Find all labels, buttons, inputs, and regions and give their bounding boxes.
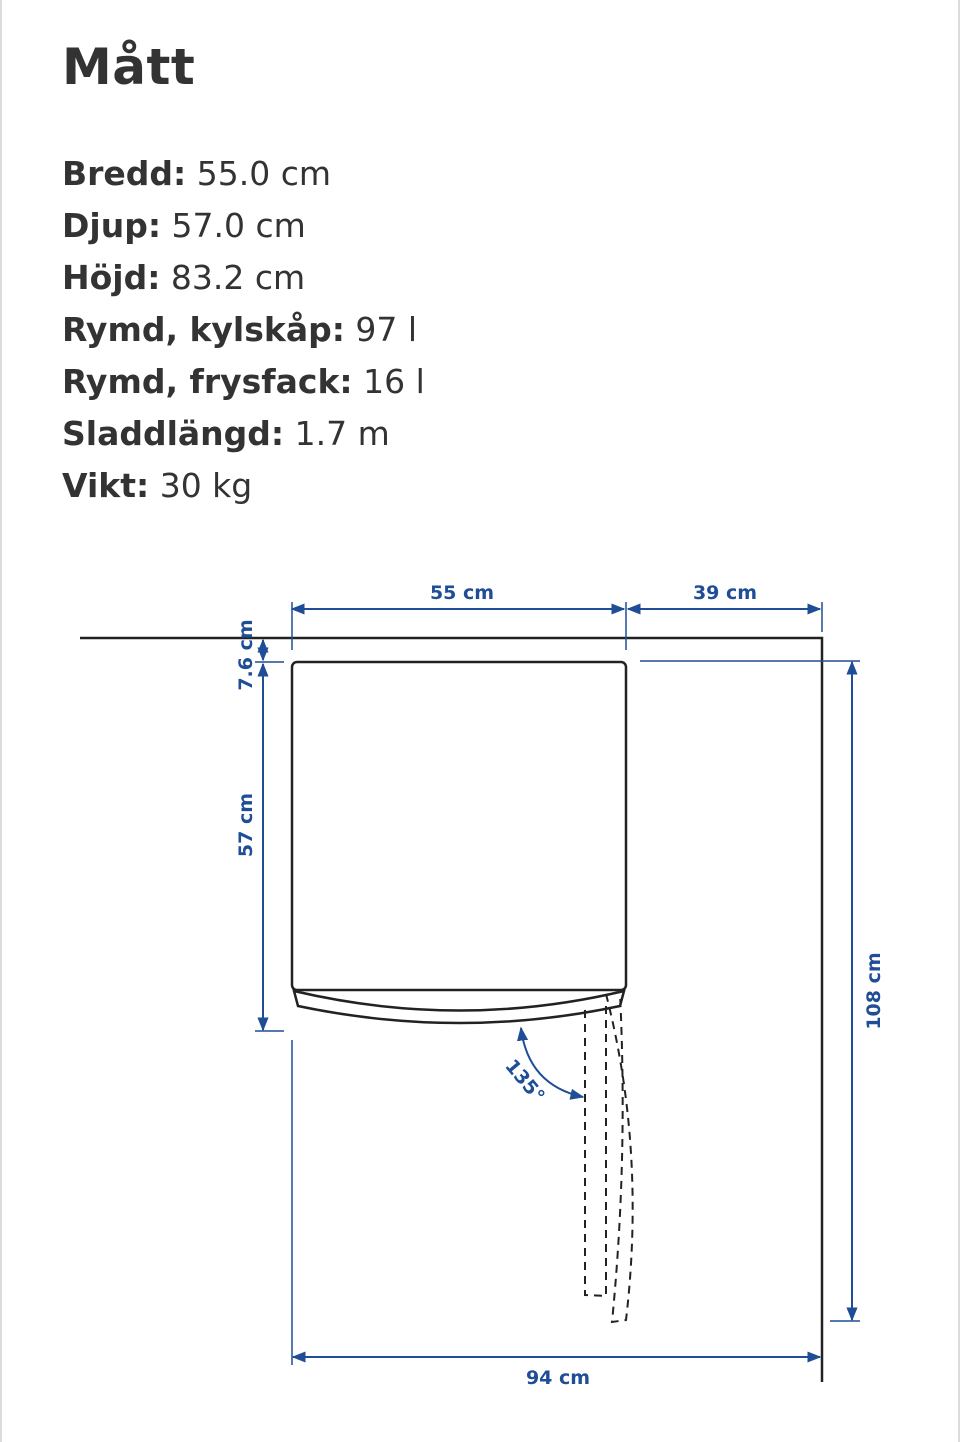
fridge-door-open-inner [585,1005,606,1296]
spec-list [62,148,425,512]
fridge-door-closed [294,991,624,1023]
spec-value: 57.0 cm [171,206,306,245]
spec-label: Höjd: [62,258,161,297]
dimension-diagram [0,560,960,1410]
spec-label: Rymd, frysfack: [62,362,353,401]
spec-row-height [62,252,425,304]
depth-label: 57 cm [235,792,257,858]
page-title: Mått [62,38,196,96]
spec-value: 30 kg [159,466,253,505]
total-depth-label: 108 cm [863,952,885,1030]
fridge-body [292,662,626,990]
spec-label: Bredd: [62,154,187,193]
spec-value: 97 l [355,310,418,349]
spec-row-freezer-volume [62,356,425,408]
spec-value: 55.0 cm [196,154,332,193]
wall-gap-label: 7.6 cm [235,619,257,691]
spec-row-depth [62,200,425,252]
spec-row-width [62,148,425,200]
door-angle-label: 135° [500,1055,549,1108]
fridge-door-open-outer [606,994,633,1322]
spec-label: Djup: [62,206,162,245]
width-label: 55 cm [429,582,495,604]
spec-row-weight [62,460,425,512]
spec-label: Vikt: [62,466,150,505]
spec-row-cord-length [62,408,425,460]
door-clearance-label: 39 cm [692,582,758,604]
total-width-label: 94 cm [525,1367,591,1389]
spec-row-fridge-volume [62,304,425,356]
spec-label: Sladdlängd: [62,414,285,453]
spec-value: 16 l [363,362,425,401]
spec-value: 83.2 cm [170,258,306,297]
spec-value: 1.7 m [294,414,390,453]
spec-label: Rymd, kylskåp: [62,310,345,349]
